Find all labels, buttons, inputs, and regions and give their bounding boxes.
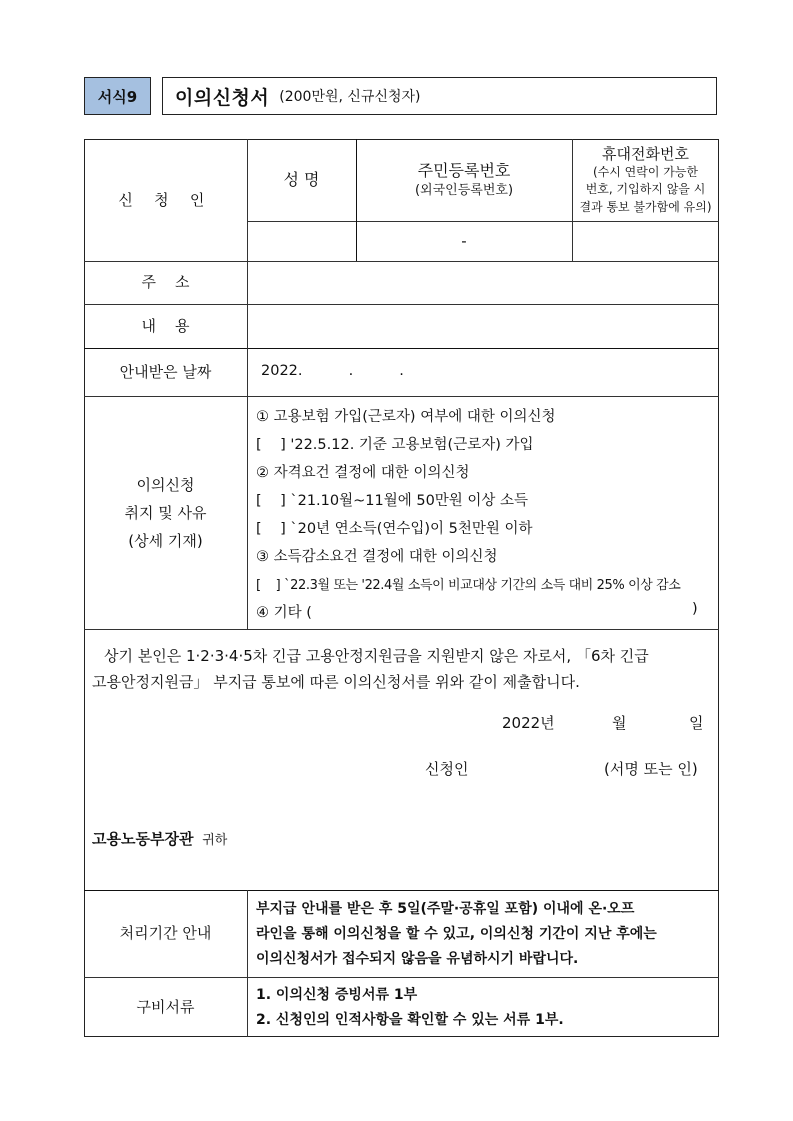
name-field[interactable]: [247, 221, 356, 261]
reason-checkbox-income-50[interactable]: [ ] `21.10월~11월에 50만원 이상 소득: [256, 493, 529, 509]
form-subtitle: (200만원, 신규신청자): [279, 89, 421, 105]
address-label: 주 소: [141, 273, 190, 292]
reason-option-1: ① 고용보험 가입(근로자) 여부에 대한 이의신청: [256, 409, 556, 425]
form-title-box: [162, 77, 717, 115]
signature-field[interactable]: (서명 또는 인): [604, 760, 698, 778]
phone-header: 휴대전화번호 (수시 연락이 가능한 번호, 기입하지 않을 시 결과 통보 불가함에 유의): [579, 144, 712, 214]
resident-no-field[interactable]: -: [461, 231, 467, 250]
notice-date-field[interactable]: 2022. . .: [261, 363, 404, 380]
divider: [247, 890, 248, 1037]
addressee: [92, 828, 227, 849]
form-number-badge: [84, 77, 151, 115]
reason-checkbox-income-decrease[interactable]: [ ] `22.3월 또는 '22.4월 소득이 비교대상 기간의 소득 대비 25% 이상 감소: [256, 578, 681, 593]
statement-text: [92, 643, 714, 695]
content-label: 내 용: [141, 316, 190, 335]
processing-guide-text: 부지급 안내를 받은 후 5일(주말·공휴일 포함) 이내에 온·오프 라인을 통해 이의신청을 할 수 있고, 이의신청 기간이 지난 후에는 이의신청서가 접수되지 않음을 유념하시기 바랍니다.: [256, 901, 657, 967]
addressee-honorific: 귀하: [202, 833, 228, 848]
statement-line-2: 고용안정지원금」 부지급 통보에 따른 이의신청서를 위와 같이 제출합니다.: [92, 673, 580, 691]
content-field[interactable]: [247, 304, 719, 348]
documents-list: [256, 983, 716, 1033]
address-field[interactable]: [247, 261, 719, 304]
form-title: 이의신청서: [175, 86, 270, 109]
phone-field[interactable]: [572, 221, 719, 261]
divider: [84, 629, 719, 630]
reason-option-3: ③ 소득감소요건 결정에 대한 이의신청: [256, 549, 498, 565]
processing-label: 처리기간 안내: [119, 924, 212, 943]
reason-other-close-paren: ): [692, 601, 698, 617]
resident-no-header: 주민등록번호 (외국인등록번호): [414, 161, 514, 199]
documents-label: 구비서류: [136, 997, 195, 1016]
applicant-sign-label: 신청인: [425, 760, 469, 778]
reason-checkbox-annual-income[interactable]: [ ] `20년 연소득(연수입)이 5천만원 이하: [256, 521, 533, 537]
submission-month[interactable]: 월: [612, 714, 627, 732]
submission-year[interactable]: 2022년: [502, 714, 555, 732]
reason-label: 이의신청 취지 및 사유 (상세 기재): [124, 475, 207, 550]
reason-checkbox-employment-insurance[interactable]: [ ] '22.5.12. 기준 고용보험(근로자) 가입: [256, 437, 534, 453]
document-item: 2. 신청인의 인적사항을 확인할 수 있는 서류 1부.: [256, 1012, 564, 1028]
form-number-label: 서식9: [97, 87, 138, 106]
document-item: 1. 이의신청 증빙서류 1부: [256, 987, 418, 1003]
addressee-name: 고용노동부장관: [92, 830, 194, 848]
name-header: 성 명: [283, 170, 320, 190]
notice-date-label: 안내받은 날짜: [119, 362, 212, 381]
reason-option-4-other[interactable]: ④ 기타 (: [256, 605, 312, 621]
statement-line-1: 상기 본인은 1·2·3·4·5차 긴급 고용안정지원금을 지원받지 않은 자로서, 「6차 긴급: [104, 647, 649, 665]
submission-day[interactable]: 일: [689, 714, 704, 732]
reason-option-2: ② 자격요건 결정에 대한 이의신청: [256, 465, 470, 481]
applicant-label: 신 청 인: [118, 190, 213, 209]
